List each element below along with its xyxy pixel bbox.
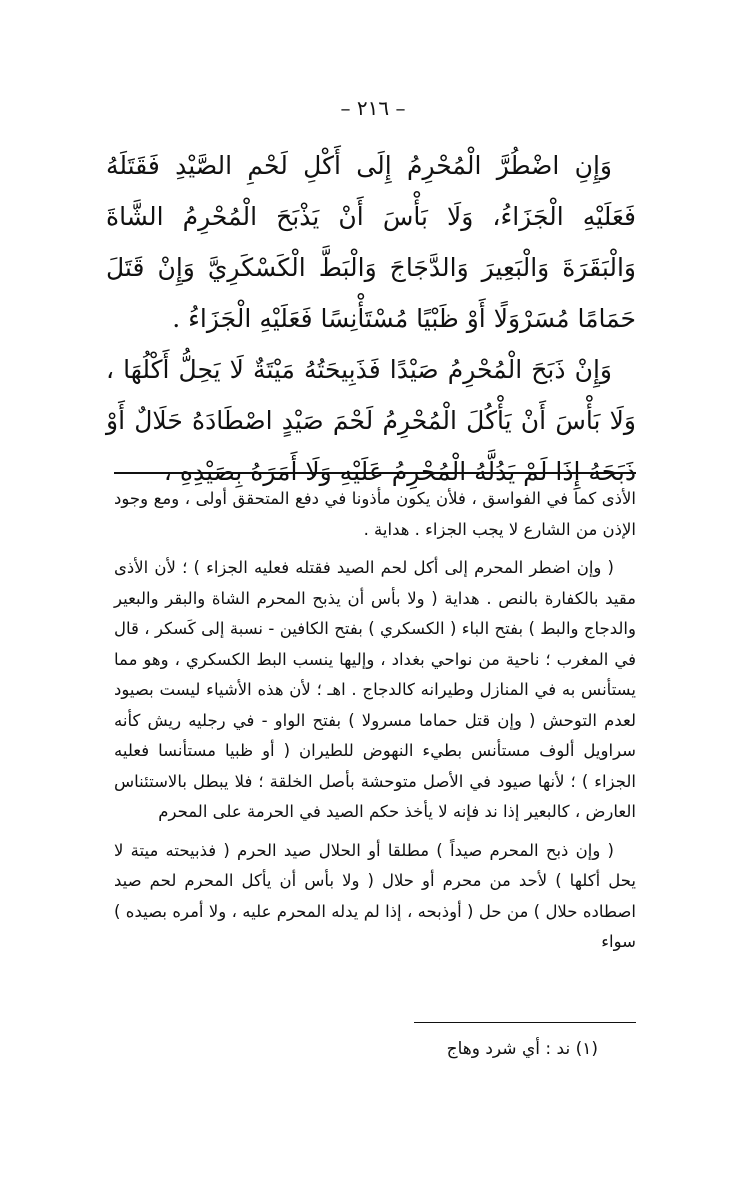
commentary-paragraph: الأذى كما في الفواسق ، فلأن يكون مأذونا في دفع المتحقق أولى ، ومع وجود الإذن من الشارع لا يجب الجزاء . هداية . (114, 489, 636, 539)
footnote-divider (414, 1022, 636, 1023)
commentary-text (114, 484, 636, 966)
main-text-paragraph: وَإِنْ ذَبَحَ الْمُحْرِمُ صَيْدًا فَذَبِيحَتُهُ مَيْتَةٌ لَا يَحِلُّ أَكْلُهَا ، وَلَا بَأْسَ أَنْ يَأْكُلَ الْمُحْرِمُ لَحْمَ صَيْدٍ اصْطَادَهُ حَلَالٌ أَوْ ذَبَحَهُ إِذَا لَمْ يَدُلَّهُ الْمُحْرِمُ عَلَيْهِ وَلَا أَمَرَهُ بِصَيْدِهِ ، (106, 355, 636, 486)
main-text (106, 140, 636, 497)
section-divider (114, 472, 636, 474)
commentary-paragraph: ( وإن اضطر المحرم إلى أكل لحم الصيد فقتله فعليه الجزاء ) ؛ لأن الأذى مقيد بالكفارة بالنص . هداية ( ولا بأس أن يذبح المحرم الشاة والبقر والبعير والدجاج والبط ) بفتح الباء ( الكسكري ) بفتح الكافين - نسبة إلى كَسكر ، قال في المغرب ؛ ناحية من نواحي بغداد ، وإليها ينسب البط الكسكري ، وهو مما يستأنس به في المنازل وطيرانه كالدجاج . اهـ ؛ لأن هذه الأشياء ليست بصيود لعدم التوحش ( وإن قتل حماما مسرولا ) بفتح الواو - في رجليه ريش كأنه سراويل ألوف مستأنس بطيء النهوض للطيران ( أو ظبيا مستأنسا فعليه الجزاء ) ؛ لأنها صيود في الأصل متوحشة بأصل الخلقة ؛ فلا يبطل بالاستئناس العارض ، كالبعير إذا ند فإنه لا يأخذ حكم الصيد في الحرمة على المحرم (114, 558, 636, 821)
page-number: – ٢١٦ – (340, 96, 406, 120)
commentary-paragraph: ( وإن ذبح المحرم صيداً ) مطلقا أو الحلال صيد الحرم ( فذبيحته ميتة لا يحل أكلها ) لأحد من محرم أو حلال ( ولا بأس أن يأكل المحرم لحم صيد اصطاده حلال ) من حل ( أوذبحه ، إذا لم يدله المحرم عليه ، ولا أمره بصيده ) سواء (114, 840, 636, 951)
footnote: (١) ند : أي شرد وهاج (446, 1039, 598, 1059)
main-text-paragraph: وَإِنِ اضْطُرَّ الْمُحْرِمُ إِلَى أَكْلِ لَحْمِ الصَّيْدِ فَقَتَلَهُ فَعَلَيْهِ الْجَزَاءُ، وَلَا بَأْسَ أَنْ يَذْبَحَ الْمُحْرِمُ الشَّاةَ وَالْبَقَرَةَ وَالْبَعِيرَ وَالدَّجَاجَ وَالْبَطَّ الْكَسْكَرِيَّ وَإِنْ قَتَلَ حَمَامًا مُسَرْوَلًا أَوْ ظَبْيًا مُسْتَأْنِسًا فَعَلَيْهِ الْجَزَاءُ . (106, 151, 636, 333)
